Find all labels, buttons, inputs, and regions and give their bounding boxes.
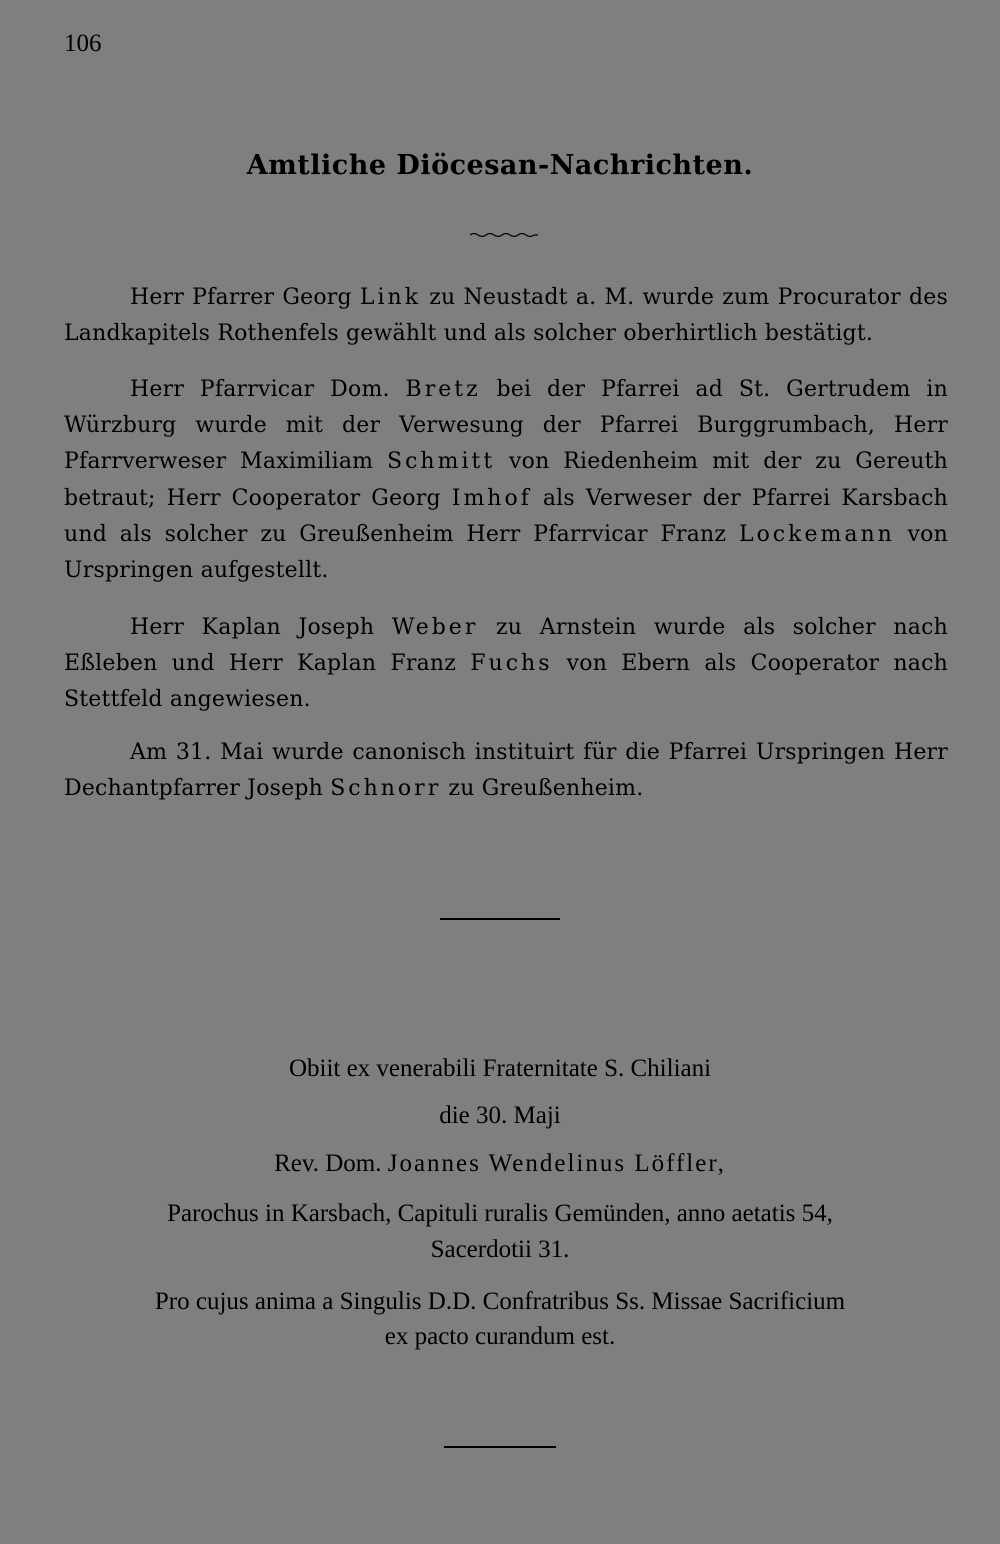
obituary-line-1: Obiit ex venerabili Fraternitate S. Chiliani [288, 1055, 712, 1082]
end-divider [444, 1446, 556, 1448]
person-name: Lockemann [738, 521, 895, 547]
paragraph-text: als Verweser der Pfarrei Karsbach und als solcher zu Greußenheim Herr Pfarrvicar Franz [64, 485, 949, 547]
person-name: Weber [391, 615, 479, 640]
notice-paragraph-1 [64, 280, 948, 352]
paragraph-text: bei der Pfarrei ad St. Gertrudem in Würzburg wurde mit der Verwesung der Pfarrei Burggrumbach, Herr Pfarrverweser Maximiliam [64, 377, 948, 475]
obituary-name-line [0, 1150, 1000, 1178]
obituary-line-4: Parochus in Karsbach, Capituli ruralis Gemünden, anno aetatis 54, [167, 1200, 833, 1227]
paragraph-text: zu Arnstein wurde als solcher nach Eßleben und Herr Kaplan Franz [64, 615, 948, 677]
paragraph-text: von Riedenheim mit der zu Gereuth betraut; Herr Cooperator Georg [64, 449, 948, 511]
paragraph-text: von Urspringen aufgestellt. [64, 521, 948, 584]
deceased-name: Joannes Wendelinus Löffler, [387, 1150, 726, 1177]
obituary-line-7: ex pacto curandum est. [384, 1323, 616, 1350]
person-name: Fuchs [470, 651, 553, 677]
person-name: Schnorr [330, 776, 442, 802]
paragraph-text: zu Greußenheim. [441, 776, 644, 802]
person-name: Bretz [405, 377, 481, 402]
paragraph-text: zu Neustadt a. M. wurde zum Procurator des Landkapitels Rothenfels gewählt und als solcher oberhirtlich bestätigt. [64, 285, 949, 347]
person-name: Imhof [451, 485, 532, 511]
person-name: Link [359, 285, 422, 310]
paragraph-text: Herr Pfarrvicar Dom. [130, 377, 406, 402]
paragraph-text: von Ebern als Cooperator nach Stettfeld angewiesen. [64, 651, 948, 713]
notice-paragraph-3 [64, 610, 948, 719]
paragraph-text: Herr Kaplan Joseph [130, 615, 392, 640]
obituary-title: Rev. Dom. [274, 1150, 388, 1177]
notice-paragraph-2 [64, 372, 948, 589]
notice-paragraph-4 [64, 735, 948, 807]
section-heading: Amtliche Diöcesan-Nachrichten. [246, 150, 754, 181]
heading-ornament-rule [470, 232, 538, 238]
person-name: Schmitt [387, 449, 496, 475]
paragraph-text: Am 31. Mai wurde canonisch instituirt für die Pfarrei Urspringen Herr Dechantpfarrer Joseph [64, 740, 948, 802]
obituary-line-6: Pro cujus anima a Singulis D.D. Confratribus Ss. Missae Sacrificium [154, 1288, 846, 1315]
page-number: 106 [64, 30, 102, 57]
paragraph-text: Herr Pfarrer Georg [130, 285, 360, 310]
obituary-line-5: Sacerdotii 31. [430, 1236, 570, 1263]
section-divider [440, 918, 560, 920]
obituary-date: die 30. Maji [439, 1102, 561, 1129]
